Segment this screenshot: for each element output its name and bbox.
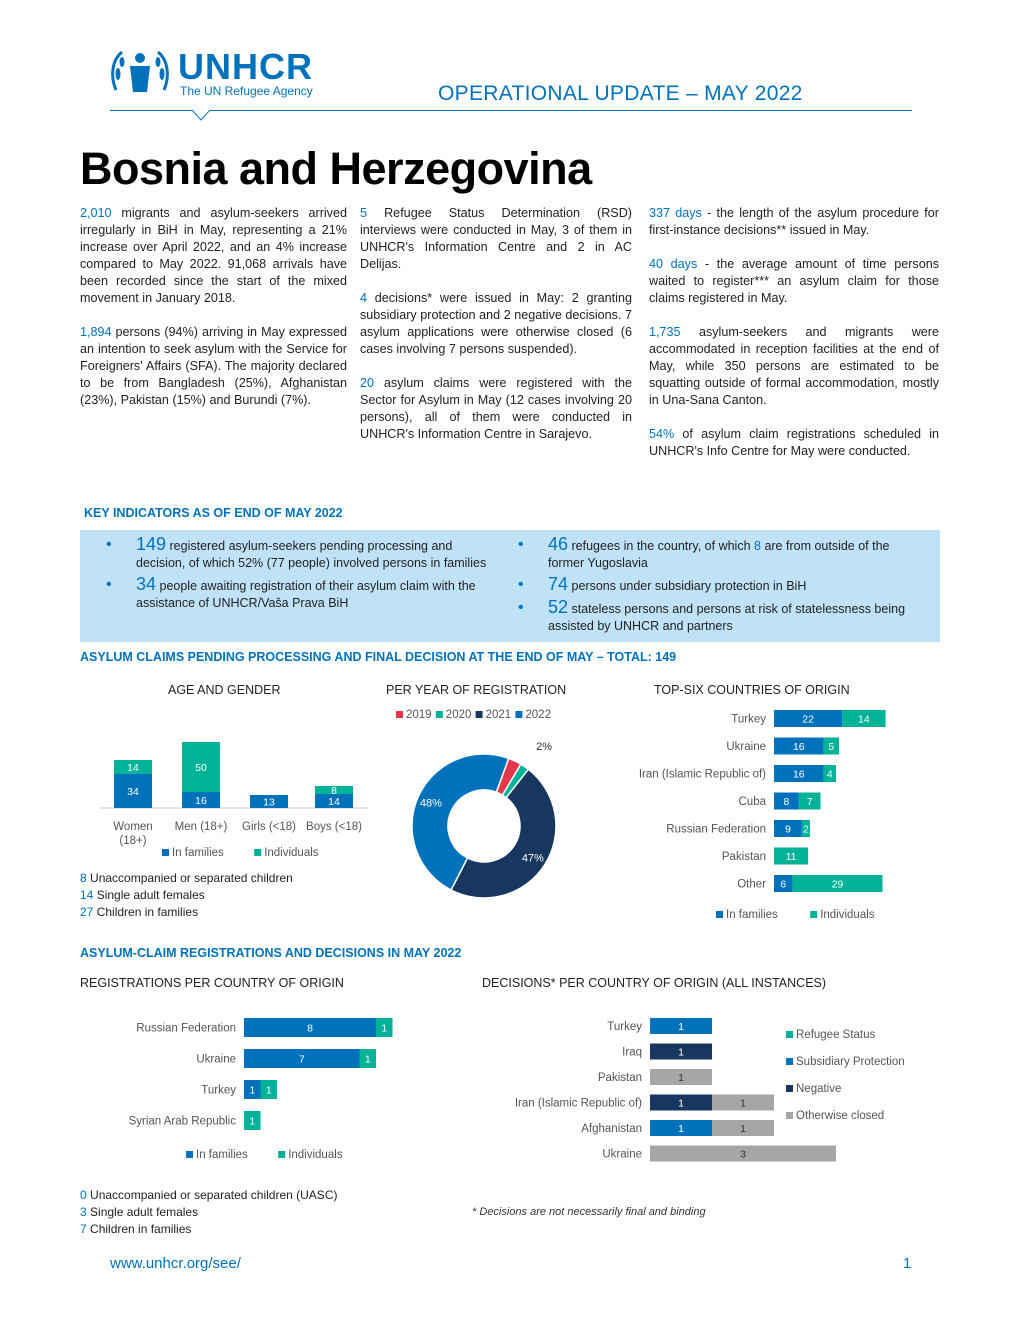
category-label: Russian Federation	[666, 823, 766, 836]
bar-value-label: 14	[127, 762, 139, 774]
key-indicators-box	[80, 530, 940, 642]
legend-swatch	[436, 711, 443, 718]
category-label: Ukraine	[196, 1053, 236, 1066]
category-label: Boys (<18)	[306, 821, 362, 833]
page-number: 1	[903, 1255, 912, 1272]
indicator-number: 34	[136, 574, 157, 594]
indicator-number: 52	[548, 597, 569, 617]
category-label: Turkey	[607, 1021, 642, 1033]
operational-update-title: OPERATIONAL UPDATE – MAY 2022	[438, 82, 803, 105]
text-column-2	[360, 205, 632, 460]
note-line	[80, 1221, 337, 1238]
category-label: Iran (Islamic Republic of)	[514, 1097, 642, 1110]
legend-label: 2022	[525, 709, 551, 721]
legend-swatch	[810, 911, 817, 918]
bar-value-label: 1	[249, 1115, 256, 1128]
text-column-1	[80, 205, 347, 426]
note-line	[80, 870, 293, 887]
category-label: Turkey	[201, 1084, 236, 1097]
category-label: Women	[113, 821, 153, 833]
note-text: Unaccompanied or separated children (UASC)	[86, 1188, 338, 1202]
indicator-number: 46	[548, 534, 569, 554]
bar-value-label: 1	[364, 1053, 371, 1066]
bar-value-label: 11	[785, 851, 797, 863]
paragraph	[80, 324, 347, 409]
slice-label: 2%	[536, 741, 553, 754]
pending-section-title: ASYLUM CLAIMS PENDING PROCESSING AND FINAL DECISION AT THE END OF MAY – TOTAL: 149	[80, 650, 677, 664]
legend-swatch	[162, 849, 169, 856]
legend-swatch	[278, 1151, 285, 1158]
paragraph-text: - the average amount of time persons waited to register*** an asylum claim for those claims registered in May.	[649, 257, 940, 305]
bar-value-label: 1	[381, 1022, 388, 1035]
highlight-figure: 1,735	[649, 325, 681, 339]
indicator-item	[548, 576, 928, 595]
highlight-figure: 337 days	[649, 206, 702, 220]
highlight-figure: 5	[360, 206, 368, 220]
legend-item	[436, 709, 472, 721]
legend-item	[278, 1149, 343, 1161]
paragraph	[649, 426, 939, 460]
bar-value-label: 8	[783, 796, 790, 808]
year-chart-title: PER YEAR OF REGISTRATION	[386, 683, 567, 697]
indicator-item	[136, 576, 496, 612]
legend-label: Individuals	[820, 909, 875, 921]
footer-link[interactable]: www.unhcr.org/see/	[110, 1255, 241, 1272]
paragraph	[649, 324, 939, 409]
decisions-chart-title: DECISIONS* PER COUNTRY OF ORIGIN (ALL INSTANCES)	[482, 976, 827, 990]
decisions-footnote: * Decisions are not necessarily final and binding	[472, 1206, 706, 1218]
category-label: Men (18+)	[174, 821, 228, 833]
age-gender-chart	[100, 700, 380, 870]
bar-value-label: 7	[298, 1053, 305, 1066]
category-label: Other	[737, 878, 766, 891]
note-line	[80, 904, 293, 921]
bar-value-label: 16	[195, 795, 207, 807]
legend-swatch	[786, 1058, 793, 1065]
top-countries-chart	[600, 700, 940, 930]
highlight-figure: 54%	[649, 427, 675, 441]
bar-value-label: 7	[806, 796, 813, 808]
paragraph-text: asylum-seekers and migrants were accommodated in reception facilities at the end of May, while 350 persons are estimated to be squatting outside of formal accommodation, mostly in Una-Sana Canton.	[649, 325, 939, 407]
registration-notes	[80, 1187, 337, 1238]
logo-tagline: The UN Refugee Agency	[180, 84, 313, 98]
key-indicators-left	[136, 536, 496, 616]
paragraph-text: decisions* were issued in May: 2 granting subsidiary protection and 2 negative decisions. 7 asylum applications were otherwise closed (6 cases involving 7 persons suspended).	[360, 291, 632, 356]
indicator-text: persons under subsidiary protection in BiH	[568, 579, 807, 593]
note-number: 0	[80, 1188, 87, 1202]
legend-item	[476, 709, 512, 721]
legend-swatch	[786, 1085, 793, 1092]
slice-label: 47%	[521, 852, 544, 865]
highlight-figure: 4	[360, 291, 368, 305]
legend-swatch	[716, 911, 723, 918]
note-number: 14	[80, 888, 94, 902]
paragraph	[360, 205, 632, 273]
note-number: 8	[80, 871, 87, 885]
legend-label: 2019	[406, 709, 432, 721]
highlight-figure: 1,894	[80, 325, 112, 339]
bar-value-label: 50	[195, 762, 207, 774]
legend-item	[810, 909, 875, 921]
bar-value-label: 1	[740, 1123, 746, 1135]
indicator-text: refugees in the country, of which	[568, 539, 755, 553]
slice-label: 48%	[419, 797, 442, 810]
paragraph-text: of asylum claim registrations scheduled in UNHCR's Info Centre for May were conducted.	[649, 427, 939, 458]
note-text: Children in families	[86, 1222, 192, 1236]
bar-value-label: 1	[678, 1097, 684, 1110]
paragraph	[360, 375, 632, 443]
paragraph-text: - the length of the asylum procedure for first-instance decisions** issued in May.	[649, 206, 939, 237]
bar-value-label: 16	[792, 768, 805, 781]
bar-value-label: 8	[331, 785, 337, 797]
age-gender-chart-title: AGE AND GENDER	[168, 683, 281, 697]
page-title: Bosnia and Herzegovina	[80, 143, 592, 194]
note-number: 7	[80, 1222, 87, 1236]
legend-item	[786, 1056, 905, 1068]
bar-value-label: 1	[740, 1097, 746, 1110]
indicator-highlight: 8	[754, 539, 761, 553]
origin-chart-title: TOP-SIX COUNTRIES OF ORIGIN	[654, 683, 850, 697]
indicator-text: are from outside of the former Yugoslavia	[548, 539, 890, 570]
year-donut-chart	[390, 700, 590, 900]
bar-value-label: 14	[328, 796, 340, 808]
legend-item	[186, 1149, 248, 1161]
legend-item	[515, 709, 551, 721]
highlight-figure: 20	[360, 376, 375, 390]
pending-notes	[80, 870, 293, 921]
legend-swatch	[396, 711, 403, 718]
legend-label: Individuals	[288, 1149, 343, 1161]
bar-value-label: 29	[831, 878, 844, 891]
category-label: Pakistan	[721, 851, 766, 863]
legend-label: Otherwise closed	[796, 1110, 885, 1122]
note-line	[80, 887, 293, 904]
bar-value-label: 9	[785, 823, 791, 836]
registrations-section-title: ASYLUM-CLAIM REGISTRATIONS AND DECISIONS IN MAY 2022	[80, 946, 462, 960]
bar-value-label: 16	[792, 741, 805, 753]
category-label: Turkey	[731, 713, 766, 726]
legend-item	[396, 709, 432, 721]
bar-value-label: 2	[802, 823, 809, 836]
highlight-figure: 40 days	[649, 257, 698, 271]
legend-item	[716, 909, 778, 921]
paragraph-text: asylum claims were registered with the Sector for Asylum in May (12 cases involving 20 persons), all of them were conducted in UNHCR's Information Centre in Sarajevo.	[360, 376, 632, 441]
logo-wordmark: UNHCR	[178, 46, 313, 87]
legend-label: 2020	[445, 709, 472, 721]
note-number: 3	[80, 1205, 87, 1219]
bar-value-label: 3	[740, 1148, 746, 1161]
paragraph	[360, 290, 632, 358]
note-text: Children in families	[93, 905, 199, 919]
indicator-number: 74	[548, 574, 569, 594]
legend-label: Refugee Status	[796, 1029, 876, 1041]
category-label: Russian Federation	[136, 1022, 236, 1035]
note-text: Unaccompanied or separated children	[86, 871, 293, 885]
indicator-number: 149	[136, 534, 167, 554]
category-label: (18+)	[119, 835, 147, 847]
indicator-text: registered asylum-seekers pending processing and decision, of which 52% (77 people) involved persons in families	[136, 539, 487, 570]
registrations-chart	[80, 1005, 410, 1175]
category-label: Cuba	[738, 796, 766, 808]
bar-value-label: 13	[263, 796, 275, 809]
paragraph	[649, 256, 939, 307]
legend-item	[786, 1110, 884, 1122]
indicator-item	[548, 599, 928, 635]
legend-label: Negative	[796, 1083, 842, 1095]
indicator-text: stateless persons and persons at risk of statelessness being assisted by UNHCR and partners	[548, 602, 906, 633]
legend-item	[786, 1083, 841, 1095]
unhcr-emblem-icon	[108, 46, 172, 96]
key-indicators-title: KEY INDICATORS AS OF END OF MAY 2022	[84, 506, 343, 520]
category-label: Iran (Islamic Republic of)	[638, 768, 766, 781]
category-label: Ukraine	[602, 1148, 642, 1161]
indicator-item	[136, 536, 496, 572]
key-indicators-right	[548, 536, 928, 639]
legend-swatch	[786, 1112, 793, 1119]
highlight-figure: 2,010	[80, 206, 112, 220]
bar-value-label: 34	[127, 786, 139, 798]
legend-swatch	[186, 1151, 193, 1158]
indicator-text: people awaiting registration of their asylum claim with the assistance of UNHCR/Vaša Prava BiH	[136, 579, 476, 610]
paragraph	[80, 205, 347, 307]
header-divider	[110, 110, 912, 111]
legend-item	[162, 847, 224, 859]
legend-label: Subsidiary Protection	[796, 1056, 905, 1068]
paragraph-text: migrants and asylum-seekers arrived irregularly in BiH in May, representing a 21% increase over April 2022, and an 4% increase compared to May 2022. 91,068 arrivals have been recorded since the start of the mixed movement in January 2018.	[80, 206, 347, 305]
note-text: Single adult females	[86, 1205, 199, 1219]
note-line	[80, 1187, 337, 1204]
category-label: Afghanistan	[581, 1123, 642, 1135]
legend-label: Individuals	[264, 847, 319, 859]
legend-swatch	[476, 711, 483, 718]
bar-value-label: 22	[802, 713, 814, 726]
bar-value-label: 14	[858, 713, 870, 726]
paragraph-text: persons (94%) arriving in May expressed an intention to seek asylum with the Service for Foreigners' Affairs (SFA). The majority declared to be from Bangladesh (25%), Afghanistan (23%), Pakistan (15%) and Burundi (7%).	[80, 325, 347, 407]
category-label: Girls (<18)	[242, 821, 296, 833]
bar-value-label: 5	[828, 741, 835, 753]
legend-label: In families	[726, 909, 778, 921]
text-column-3	[649, 205, 939, 477]
legend-label: In families	[172, 847, 224, 859]
indicator-item	[548, 536, 928, 572]
bar-value-label: 4	[826, 768, 833, 781]
legend-swatch	[515, 711, 522, 718]
bar-value-label: 1	[265, 1084, 272, 1097]
legend-swatch	[254, 849, 261, 856]
note-text: Single adult females	[93, 888, 205, 902]
decisions-chart	[470, 1005, 930, 1175]
legend-swatch	[786, 1031, 793, 1038]
legend-item	[786, 1029, 876, 1041]
note-line	[80, 1204, 337, 1221]
bar-value-label: 1	[678, 1072, 684, 1084]
legend-label: 2021	[485, 709, 512, 721]
legend-label: In families	[196, 1149, 248, 1161]
registrations-chart-title: REGISTRATIONS PER COUNTRY OF ORIGIN	[80, 976, 344, 990]
paragraph	[649, 205, 939, 239]
category-label: Syrian Arab Republic	[128, 1115, 236, 1128]
category-label: Iraq	[622, 1046, 642, 1059]
header-notch-icon	[192, 110, 210, 122]
note-number: 27	[80, 905, 94, 919]
bar-value-label: 1	[249, 1084, 256, 1097]
bar-value-label: 1	[678, 1123, 684, 1135]
bar-value-label: 1	[678, 1046, 684, 1059]
paragraph-text: Refugee Status Determination (RSD) interviews were conducted in May, 3 of them in UNHCR's Information Centre and 2 in AC Delijas.	[360, 206, 632, 271]
bar-value-label: 6	[780, 878, 787, 891]
category-label: Ukraine	[726, 741, 766, 753]
category-label: Pakistan	[597, 1072, 642, 1084]
bar-value-label: 1	[678, 1021, 684, 1033]
bar-value-label: 8	[307, 1022, 313, 1035]
legend-item	[254, 847, 319, 859]
